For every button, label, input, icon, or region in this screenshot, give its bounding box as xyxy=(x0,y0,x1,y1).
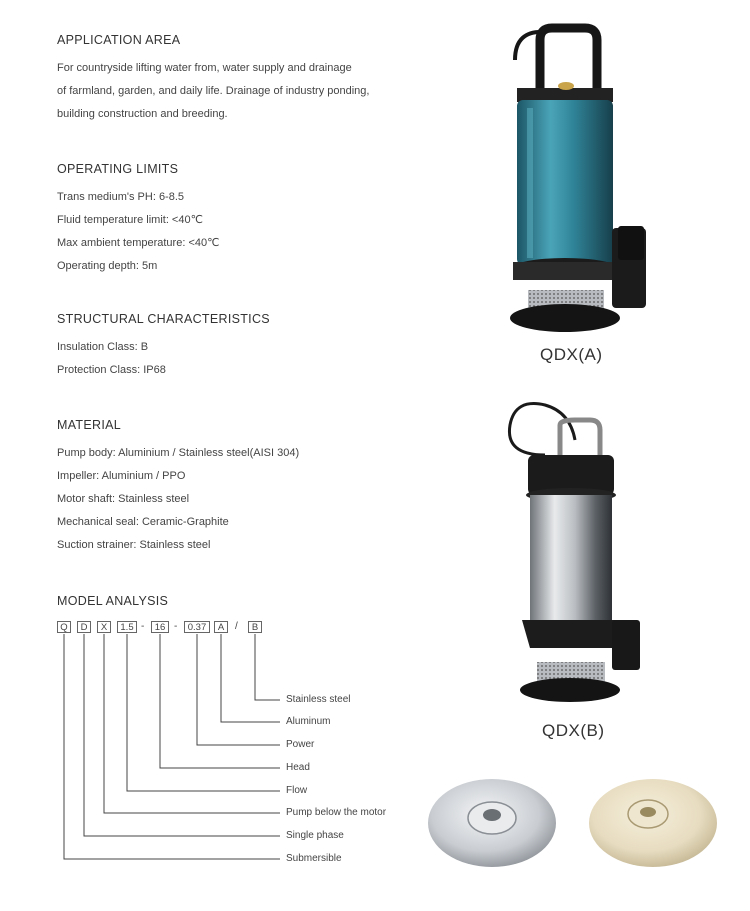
code-q: Q xyxy=(57,621,71,633)
legend-flow: Flow xyxy=(286,785,308,796)
application-line: For countryside lifting water from, water supply and drainage xyxy=(57,62,352,74)
operating-limits-heading: OPERATING LIMITS xyxy=(57,162,179,176)
application-line: building construction and breeding. xyxy=(57,108,228,120)
caption-qdx-b: QDX(B) xyxy=(542,721,605,740)
caption-qdx-a: QDX(A) xyxy=(540,345,603,364)
code-aluminum: A xyxy=(214,621,228,633)
legend-submersible: Submersible xyxy=(286,853,342,864)
operating-line: Max ambient temperature: <40℃ xyxy=(57,237,220,249)
material-heading: MATERIAL xyxy=(57,418,121,432)
structural-heading: STRUCTURAL CHARACTERISTICS xyxy=(57,312,270,326)
material-line: Mechanical seal: Ceramic-Graphite xyxy=(57,516,229,528)
operating-line: Trans medium's PH: 6-8.5 xyxy=(57,191,185,203)
legend-aluminum: Aluminum xyxy=(286,716,331,727)
code-stainless: B xyxy=(248,621,262,633)
code-flow: 1.5 xyxy=(117,621,137,633)
legend-single-phase: Single phase xyxy=(286,830,344,841)
operating-line: Fluid temperature limit: <40℃ xyxy=(57,214,203,226)
legend-pump-below-motor: Pump below the motor xyxy=(286,807,387,818)
code-d: D xyxy=(77,621,91,633)
code-dash: - xyxy=(141,621,145,632)
material-line: Suction strainer: Stainless steel xyxy=(57,539,211,551)
code-slash: / xyxy=(235,621,238,632)
legend-head: Head xyxy=(286,762,310,773)
code-x: X xyxy=(97,621,111,633)
code-power: 0.37 xyxy=(184,621,210,633)
application-line: of farmland, garden, and daily life. Drainage of industry ponding, xyxy=(57,85,370,97)
structural-line: Protection Class: IP68 xyxy=(57,364,166,376)
operating-line: Operating depth: 5m xyxy=(57,260,158,272)
legend-stainless-steel: Stainless steel xyxy=(286,694,351,705)
material-line: Impeller: Aluminium / PPO xyxy=(57,470,186,482)
model-analysis-heading: MODEL ANALYSIS xyxy=(57,594,169,608)
material-line: Motor shaft: Stainless steel xyxy=(57,493,190,505)
code-dash: - xyxy=(174,621,178,632)
legend-power: Power xyxy=(286,739,315,750)
structural-line: Insulation Class: B xyxy=(57,341,149,353)
application-area-heading: APPLICATION AREA xyxy=(57,33,181,47)
material-line: Pump body: Aluminium / Stainless steel(AISI 304) xyxy=(57,447,300,459)
code-head: 16 xyxy=(151,621,169,633)
